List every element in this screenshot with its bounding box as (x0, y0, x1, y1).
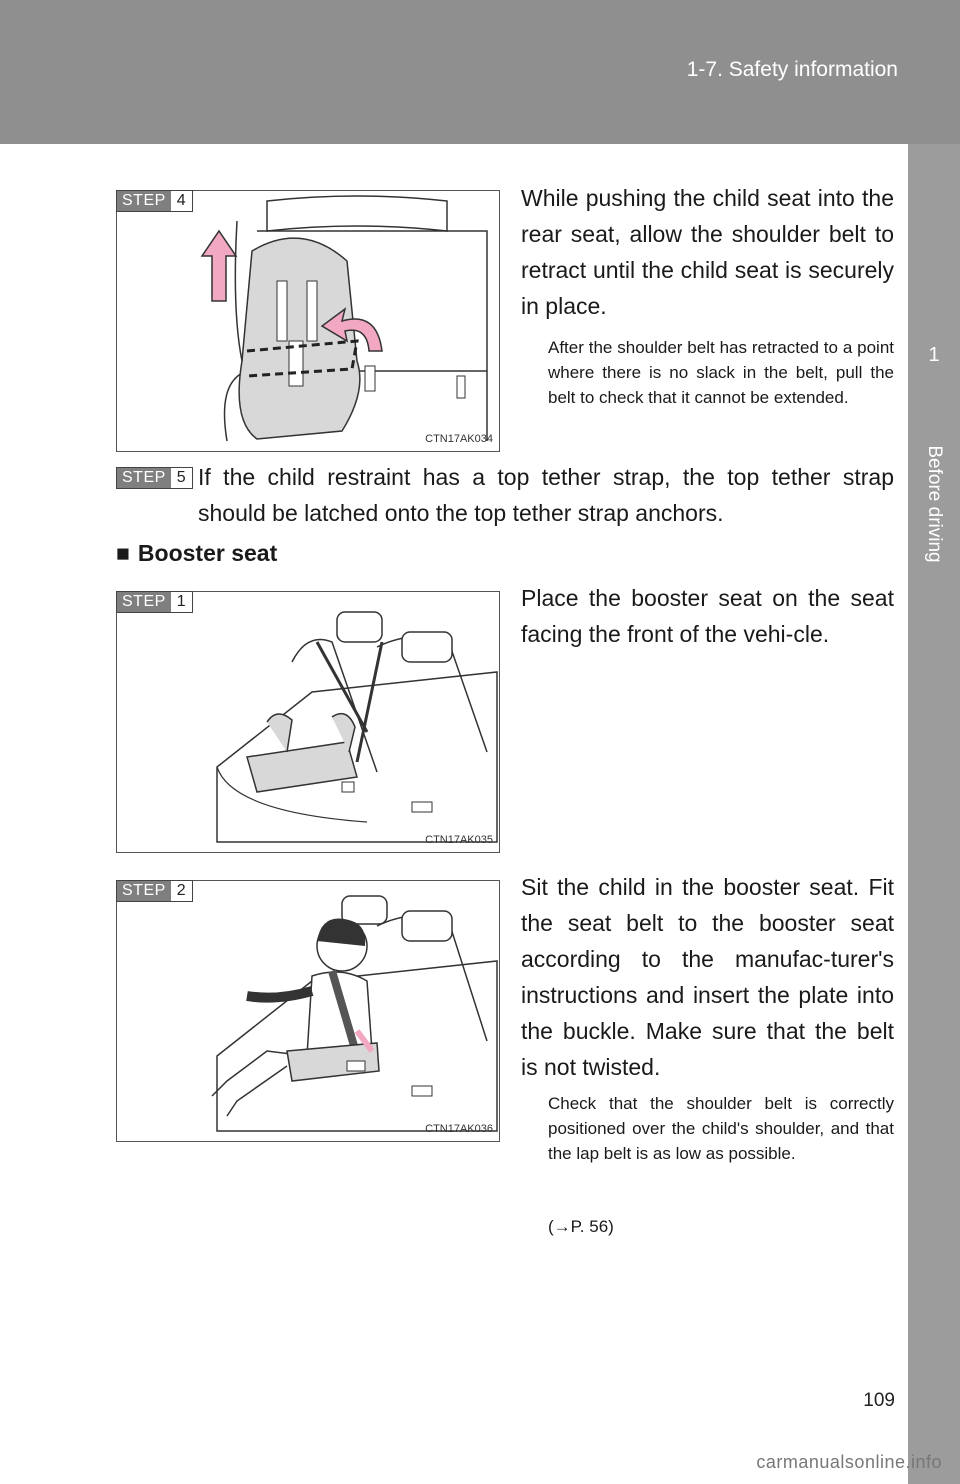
booster-step1-text: Place the booster seat on the seat facing the front of the vehi-cle. (521, 585, 894, 647)
section-bullet: ■ (116, 540, 130, 566)
section-heading-text: Booster seat (137, 540, 278, 566)
step-badge (116, 467, 193, 489)
step-label: STEP (117, 468, 171, 488)
figure-booster-seat (116, 591, 500, 853)
step-number: 2 (176, 882, 186, 899)
figure-code: CTN17AK036 (425, 1123, 493, 1135)
child-booster-illustration (117, 881, 501, 1143)
chapter-label: Before driving (924, 445, 945, 563)
section-title: 1-7. Safety information (686, 58, 898, 81)
step-label: STEP (117, 191, 171, 211)
step-number: 1 (176, 593, 186, 610)
chapter-tab (908, 144, 960, 1484)
watermark: carmanualsonline.info (756, 1452, 942, 1472)
booster-seat-illustration (117, 592, 501, 854)
chapter-number: 1 (928, 344, 940, 366)
page-reference: (→P. 56) (548, 1217, 614, 1236)
section-heading (116, 540, 277, 567)
step-badge (116, 880, 193, 902)
step-badge (116, 190, 193, 212)
figure-child-in-booster (116, 880, 500, 1142)
figure-child-seat-retract (116, 190, 500, 452)
step-badge (116, 591, 193, 613)
child-seat-illustration (117, 191, 501, 453)
page-number: 109 (863, 1390, 895, 1411)
page-header (0, 0, 960, 144)
figure-code: CTN17AK034 (425, 433, 493, 445)
step5-text: If the child restraint has a top tether strap, the top tether strap should be latched onto the top tether strap anchors. (198, 464, 894, 526)
step-number: 5 (176, 469, 186, 486)
step-label: STEP (117, 592, 171, 612)
booster-step2-note: Check that the shoulder belt is correctly positioned over the child's shoulder, and that the lap belt is as low as possible. (548, 1094, 894, 1163)
figure-code: CTN17AK035 (425, 834, 493, 846)
step-number: 4 (176, 192, 186, 209)
step4-text: While pushing the child seat into the rear seat, allow the shoulder belt to retract until the child seat is securely in place. (521, 185, 894, 319)
booster-step2-text: Sit the child in the booster seat. Fit the seat belt to the booster seat according to the manufac-turer's instructions and insert the plate into the buckle. Make sure that the belt is not twisted. (521, 874, 894, 1080)
step-label: STEP (117, 881, 171, 901)
step4-note: After the shoulder belt has retracted to a point where there is no slack in the belt, pull the belt to check that it cannot be extended. (548, 338, 894, 407)
